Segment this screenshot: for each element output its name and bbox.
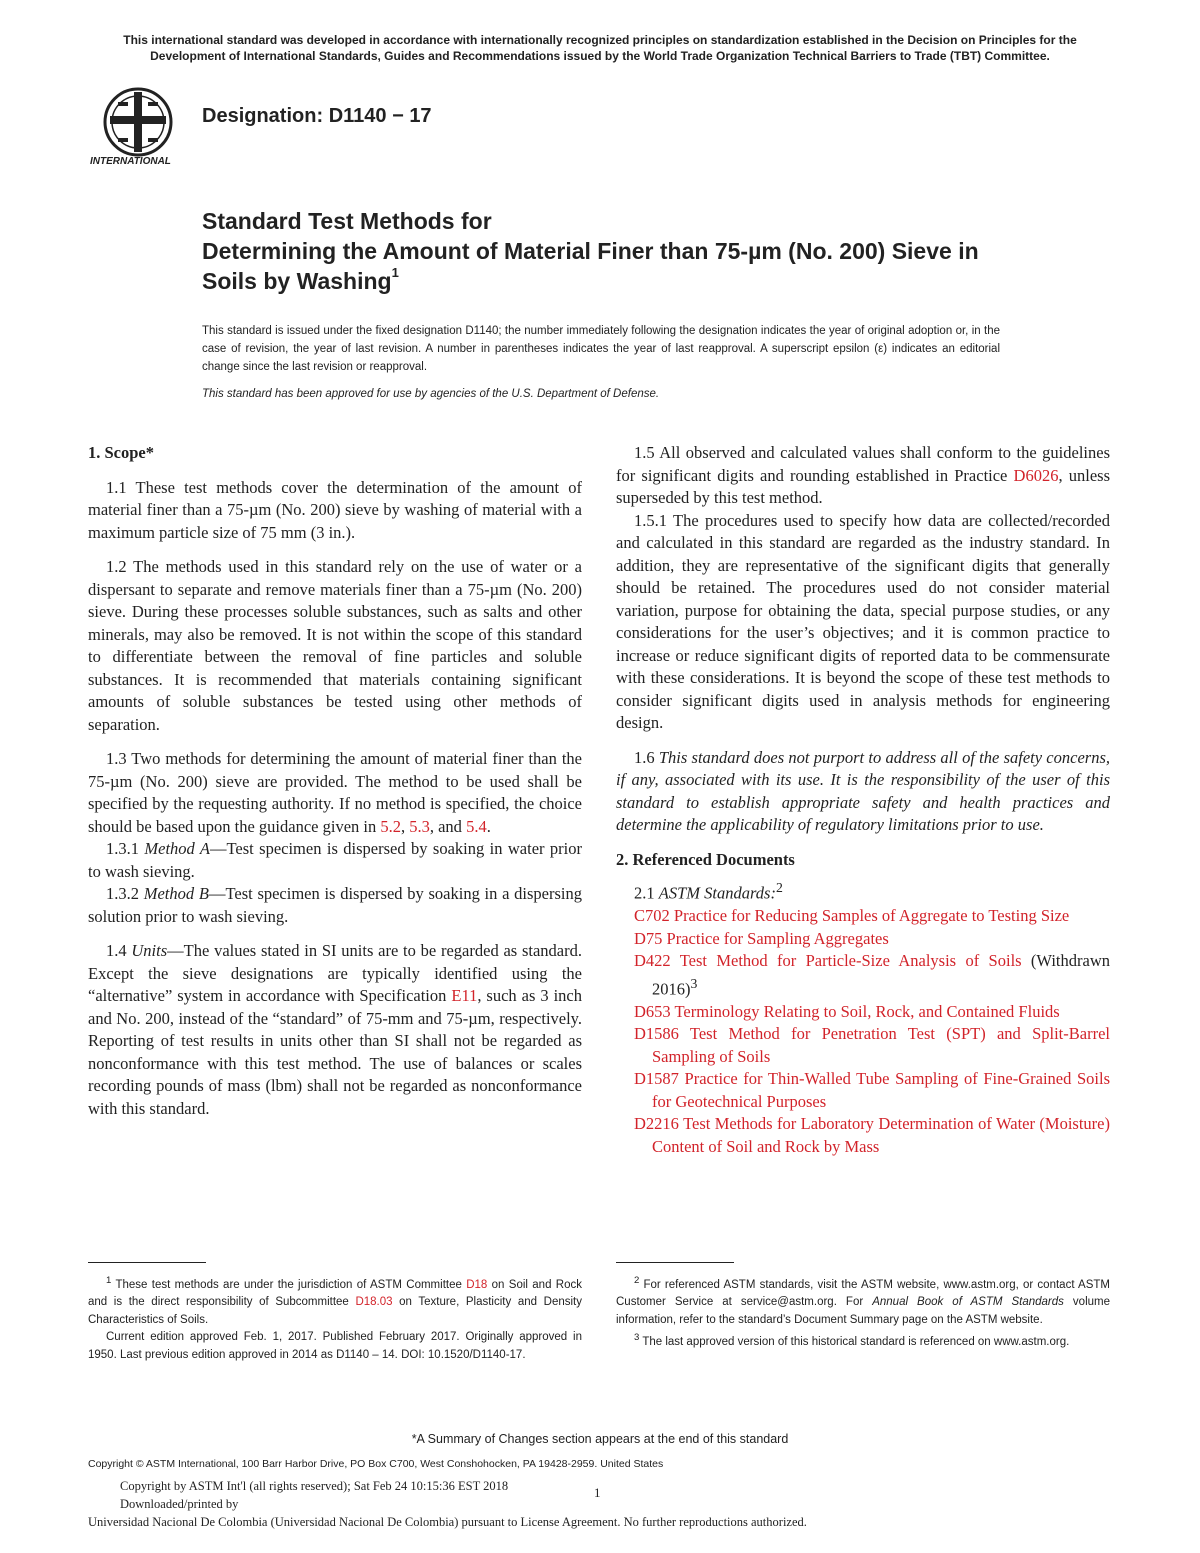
footnote-rule-left xyxy=(88,1262,206,1263)
text: The last approved version of this historical standard is referenced on www.astm.org. xyxy=(639,1336,1070,1349)
title-line-2: Determining the Amount of Material Finer than 75-µm (No. 200) Sieve in Soils by Washing xyxy=(202,238,979,294)
end-dot: . xyxy=(486,816,491,836)
reference-code-link[interactable]: D1586 xyxy=(634,1024,679,1043)
astm-logo-icon xyxy=(88,84,188,174)
section-1-3-2 xyxy=(88,883,582,928)
text: , such as 3 inch and No. 200, instead of the “standard” of 75-mm and 75-µm, respectively. Reporting of test results in units other than SI shall not be regarded as nonconformance with this test method. The use of balances or scales recording pounds of mass (lbm) shall not be regarded as nonconformance with this standard. xyxy=(88,986,582,1118)
footnote-1 xyxy=(88,1272,582,1329)
dod-note: This standard has been approved for use by agencies of the U.S. Department of Defense. xyxy=(202,388,660,400)
download-stamp xyxy=(88,1477,807,1531)
footnote-mark: 1 xyxy=(106,1275,112,1286)
reference-title-link[interactable]: Practice for Reducing Samples of Aggregate to Testing Size xyxy=(669,906,1070,925)
reference-item xyxy=(634,1023,1110,1068)
document-title xyxy=(202,206,1022,296)
section-1-4 xyxy=(88,940,582,1120)
reference-item xyxy=(634,1001,1110,1024)
term: Method B xyxy=(143,884,209,903)
num: 1.3.2 xyxy=(106,884,144,903)
copyright-line: Copyright © ASTM International, 100 Barr Harbor Drive, PO Box C700, West Conshohocken, PA 19428-2959. United States xyxy=(88,1458,664,1470)
link-e11[interactable]: E11 xyxy=(451,986,478,1005)
page-number: 1 xyxy=(594,1485,601,1500)
num: 1.3.1 xyxy=(106,839,145,858)
reference-item xyxy=(634,928,1110,951)
reference-item xyxy=(634,1113,1110,1158)
section-1-6 xyxy=(616,747,1110,837)
top-notice xyxy=(88,32,1112,64)
footnote-3 xyxy=(616,1329,1110,1351)
left-column xyxy=(88,442,582,1120)
issued-note: This standard is issued under the fixed designation D1140; the number immediately following the designation indicates the year of original adoption or, in the case of revision, the year of last revision. A number in parentheses indicates the year of last reapproval. A superscript epsilon (ε) indicates an editorial change since the last revision or reapproval. xyxy=(202,325,1000,373)
sep: , xyxy=(400,816,410,836)
reference-title-link[interactable]: Practice for Sampling Aggregates xyxy=(662,928,889,948)
footnotes-right xyxy=(616,1272,1110,1352)
term: ASTM Standards: xyxy=(658,883,776,903)
logo-text: INTERNATIONAL xyxy=(90,156,171,167)
reference-code-link[interactable]: C702 xyxy=(634,906,670,925)
designation-label: Designation: xyxy=(202,105,324,127)
text: on Texture, Plasticity and Density Characteristics of Soils. xyxy=(88,1296,582,1326)
designation-number: D1140 − 17 xyxy=(328,105,432,127)
stamp-line-3: Universidad Nacional De Colombia (Universidad Nacional De Colombia) pursuant to License Agreement. No further reproductions authorized. xyxy=(88,1515,807,1529)
stamp-line-2: Downloaded/printed by xyxy=(120,1497,239,1511)
text: For referenced ASTM standards, visit the ASTM website, www.astm.org, or contact ASTM Customer Service at service@astm.org. For xyxy=(616,1278,1110,1309)
designation xyxy=(202,105,432,128)
text: —The values stated in SI units are to be regarded as standard. Except the sieve designations are typically identified using the “alternative” system in accordance with Specification xyxy=(88,941,582,1005)
reference-title-link[interactable]: Test Method for Particle-Size Analysis of Soils xyxy=(670,951,1022,970)
section-1-3-1 xyxy=(88,838,582,883)
footnote-mark: 3 xyxy=(634,1332,640,1344)
footnote-1-edition: Current edition approved Feb. 1, 2017. Published February 2017. Originally approved in 1950. Last previous edition approved in 2014 as D1140 – 14. DOI: 10.1520/D1140-17. xyxy=(88,1331,582,1361)
num: 2.1 xyxy=(634,883,659,903)
reference-item xyxy=(634,1068,1110,1113)
section-1-5-1: 1.5.1 The procedures used to specify how data are collected/recorded and calculated in this standard are regarded as the industry standard. In addition, they are representative of the significant digits that generally should be retained. The procedures used do not consider material variation, purpose for obtaining the data, special purpose studies, or any considerations for the user’s objectives; and it is common practice to increase or reduce significant digits of reported data to be commensurate with these considerations. It is beyond the scope of these test methods to consider significant digits used in analysis methods for engineering design. xyxy=(616,510,1110,732)
link-d6026[interactable]: D6026 xyxy=(1013,465,1059,485)
footnotes-left xyxy=(88,1272,582,1364)
section-1-3 xyxy=(88,748,582,838)
term: Method A xyxy=(144,839,210,858)
reference-suffix: (Withdrawn 2016) xyxy=(652,951,1110,998)
text: Annual Book of ASTM Standards xyxy=(872,1296,1064,1309)
sep: , and xyxy=(429,816,467,836)
link-5-2[interactable]: 5.2 xyxy=(380,816,401,836)
reference-code-link[interactable]: D75 xyxy=(634,928,663,948)
text: —Test specimen is dispersed by soaking in a dispersing solution prior to wash sieving. xyxy=(88,884,582,926)
reference-code-link[interactable]: D2216 xyxy=(634,1114,679,1133)
section-1-1: 1.1 These test methods cover the determination of the amount of material finer than a 75-µm (No. 200) sieve by washing of material with a maximum particle size of 75 mm (3 in.). xyxy=(88,477,582,542)
stamp-line-1: Copyright by ASTM Int'l (all rights reserved); Sat Feb 24 10:15:36 EST 2018 xyxy=(120,1479,509,1493)
summary-of-changes-note: *A Summary of Changes section appears at the end of this standard xyxy=(411,1432,789,1446)
reference-title-link[interactable]: Test Method for Penetration Test (SPT) and Split-Barrel Sampling of Soils xyxy=(652,1024,1110,1066)
text: 1.5 All observed and calculated values shall conform to the guidelines for significant digits and rounding established in Practice xyxy=(616,443,1110,485)
reference-title-link[interactable]: Terminology Relating to Soil, Rock, and Contained Fluids xyxy=(670,1001,1060,1021)
reference-title-link[interactable]: Practice for Thin-Walled Tube Sampling of Fine-Grained Soils for Geotechnical Purposes xyxy=(652,1069,1110,1111)
reference-item xyxy=(634,905,1110,928)
text: This standard does not purport to address all of the safety concerns, if any, associated with its use. It is the responsibility of the user of this standard to establish appropriate safety and health practices and determine the applicability of regulatory limitations prior to use. xyxy=(616,747,1110,834)
text: , unless superseded by this test method. xyxy=(616,465,1111,507)
section-1-2: 1.2 The methods used in this standard rely on the use of water or a dispersant to separate and remove materials finer than a 75-µm (No. 200) sieve. During these processes soluble substances, such as salts and other minerals, may also be removed. It is not within the scope of this standard to differentiate between the removal of fine particles and soluble substances. It is recommended that materials containing significant amounts of soluble substances be tested using other methods of separation. xyxy=(88,557,582,734)
num: 1.6 xyxy=(634,747,659,767)
title-footnote-mark: 1 xyxy=(391,265,399,280)
footnote-mark: 3 xyxy=(690,975,698,991)
reference-code-link[interactable]: D422 xyxy=(634,951,671,970)
link-d18[interactable]: D18 xyxy=(466,1278,488,1291)
notice-line-1: This international standard was developed in accordance with internationally recognized principles on standardization established in the Decision on Principles for the xyxy=(123,33,1077,47)
footnote-mark: 2 xyxy=(775,880,783,895)
title-line-1: Standard Test Methods for xyxy=(202,208,492,234)
reference-list xyxy=(616,905,1110,1158)
section-1-3-text: 1.3 Two methods for determining the amount of material finer than the 75-µm (No. 200) sieve are provided. The method to be used shall be specified by the requesting authority. If no method is specified, the choice should be based upon the guidance given in xyxy=(88,749,582,836)
reference-code-link[interactable]: D653 xyxy=(634,1001,671,1021)
link-5-3[interactable]: 5.3 xyxy=(409,816,430,836)
text: —Test specimen is dispersed by soaking in water prior to wash sieving. xyxy=(88,839,582,881)
text: on Soil and Rock and is the direct responsibility of Subcommittee xyxy=(88,1278,583,1309)
link-5-4[interactable]: 5.4 xyxy=(466,816,487,836)
footnote-mark: 2 xyxy=(634,1275,640,1286)
section-1-5 xyxy=(616,442,1110,510)
scope-heading: 1. Scope* xyxy=(88,443,154,462)
astm-logo xyxy=(88,84,188,174)
footnote-rule-right xyxy=(616,1262,734,1263)
footnote-2 xyxy=(616,1272,1110,1329)
reference-code-link[interactable]: D1587 xyxy=(634,1069,679,1088)
link-d18-03[interactable]: D18.03 xyxy=(355,1296,393,1309)
num: 1.4 xyxy=(106,941,132,960)
term: Units xyxy=(131,941,168,960)
right-column xyxy=(616,442,1110,1158)
text: volume information, refer to the standard’s Document Summary page on the ASTM website. xyxy=(616,1296,1110,1326)
reference-title-link[interactable]: Test Methods for Laboratory Determination of Water (Moisture) Content of Soil and Rock by Mass xyxy=(652,1114,1110,1156)
text: These test methods are under the jurisdiction of ASTM Committee xyxy=(111,1278,467,1291)
section-2-1 xyxy=(616,877,1110,905)
notice-line-2: Development of International Standards, Guides and Recommendations issued by the World Trade Organization Technical Barriers to Trade (TBT) Committee. xyxy=(150,49,1050,63)
referenced-documents-heading: 2. Referenced Documents xyxy=(616,849,795,869)
reference-item xyxy=(634,950,1110,1001)
